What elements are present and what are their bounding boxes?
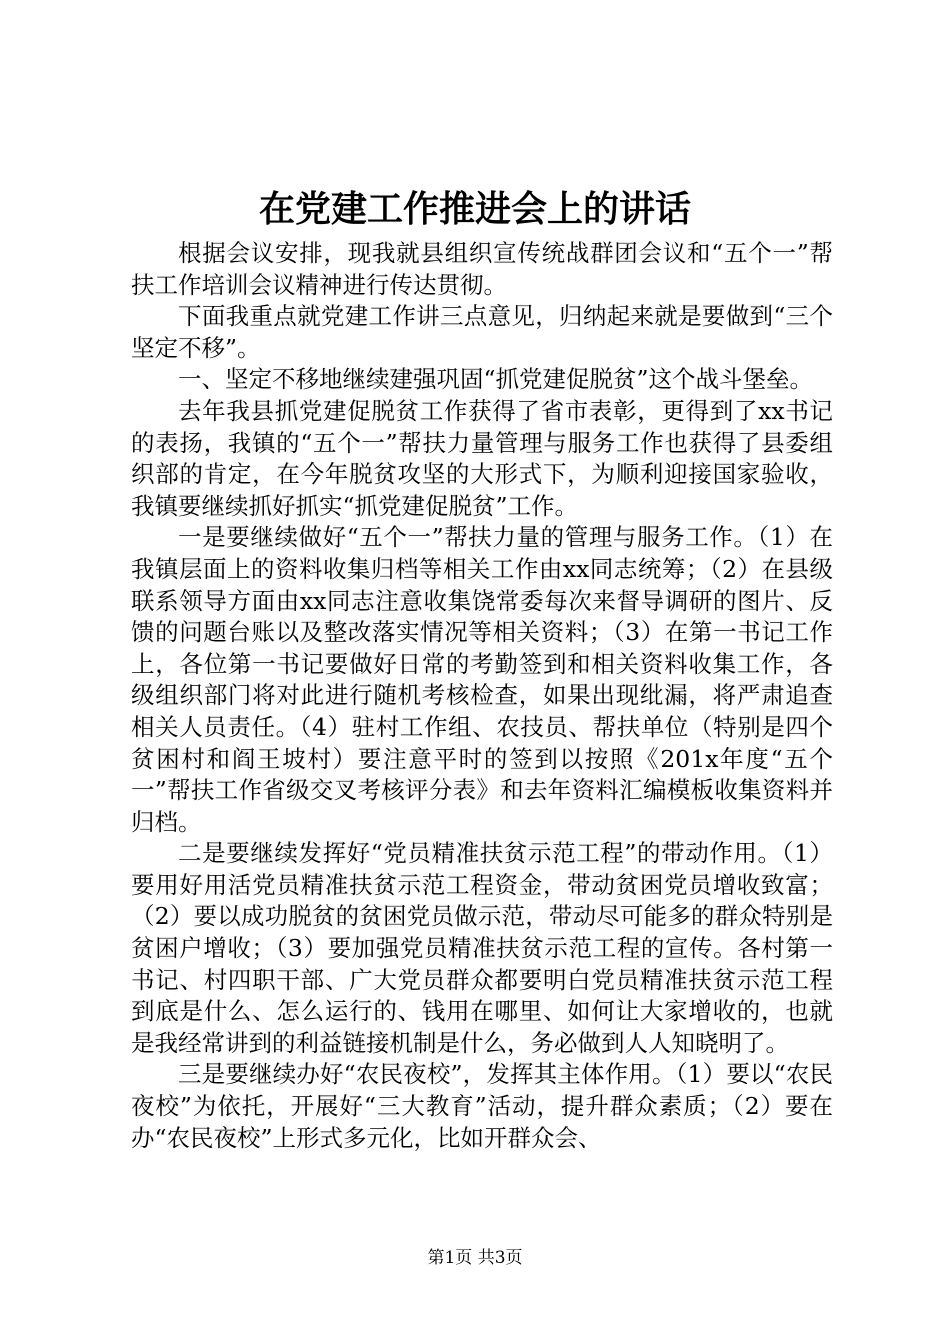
document-title: 在党建工作推进会上的讲话 bbox=[258, 188, 691, 230]
paragraph: 一、坚定不移地继续建强巩固“抓党建促脱贫”这个战斗堡垒。 bbox=[178, 365, 814, 394]
paragraph: 去年我县抓党建促脱贫工作获得了省市表彰，更得到了xx书记的表扬，我镇的“五个一”帮扶力量管理与服务工作也获得了县委组织部的肯定，在今年脱贫攻坚的大形式下，为顺利迎接国家验收，我镇要继续抓好抓实“抓党建促脱贫”工作。 bbox=[131, 396, 833, 520]
page-footer: 第1页 共3页 bbox=[427, 1248, 523, 1268]
paragraph: 根据会议安排，现我就县组织宣传统战群团会议和“五个一”帮扶工作培训会议精神进行传达贯彻。 bbox=[131, 239, 833, 299]
paragraph: 三是要继续办好“农民夜校”，发挥其主体作用。（1）要以“农民夜校”为依托，开展好“三大教育”活动，提升群众素质；（2）要在办“农民夜校”上形式多元化，比如开群众会、 bbox=[131, 1060, 833, 1152]
paragraph: 二是要继续发挥好“党员精准扶贫示范工程”的带动作用。（1）要用好用活党员精准扶贫示范工程资金，带动贫困党员增收致富；（2）要以成功脱贫的贫困党员做示范，带动尽可能多的群众特别是贫困户增收；（3）要加强党员精准扶贫示范工程的宣传。各村第一书记、村四职干部、广大党员群众都要明白党员精准扶贫示范工程到底是什么、怎么运行的、钱用在哪里、如何让大家增收的，也就是我经常讲到的利益链接机制是什么，务必做到人人知晓明了。 bbox=[131, 839, 833, 1057]
paragraph: 一是要继续做好“五个一”帮扶力量的管理与服务工作。（1）在我镇层面上的资料收集归档等相关工作由xx同志统筹；（2）在县级联系领导方面由xx同志注意收集饶常委每次来督导调研的图片、反馈的问题台账以及整改落实情况等相关资料；（3）在第一书记工作上，各位第一书记要做好日常的考勤签到和相关资料收集工作，各级组织部门将对此进行随机考核检查，如果出现纰漏，将严肃追查相关人员责任。（4）驻村工作组、农技员、帮扶单位（特别是四个贫困村和阎王坡村）要注意平时的签到以按照《201x年度“五个一”帮扶工作省级交叉考核评分表》和去年资料汇编模板收集资料并归档。 bbox=[131, 523, 833, 836]
paragraph: 下面我重点就党建工作讲三点意见，归纳起来就是要做到“三个坚定不移”。 bbox=[131, 302, 833, 362]
document-body bbox=[131, 238, 833, 1154]
